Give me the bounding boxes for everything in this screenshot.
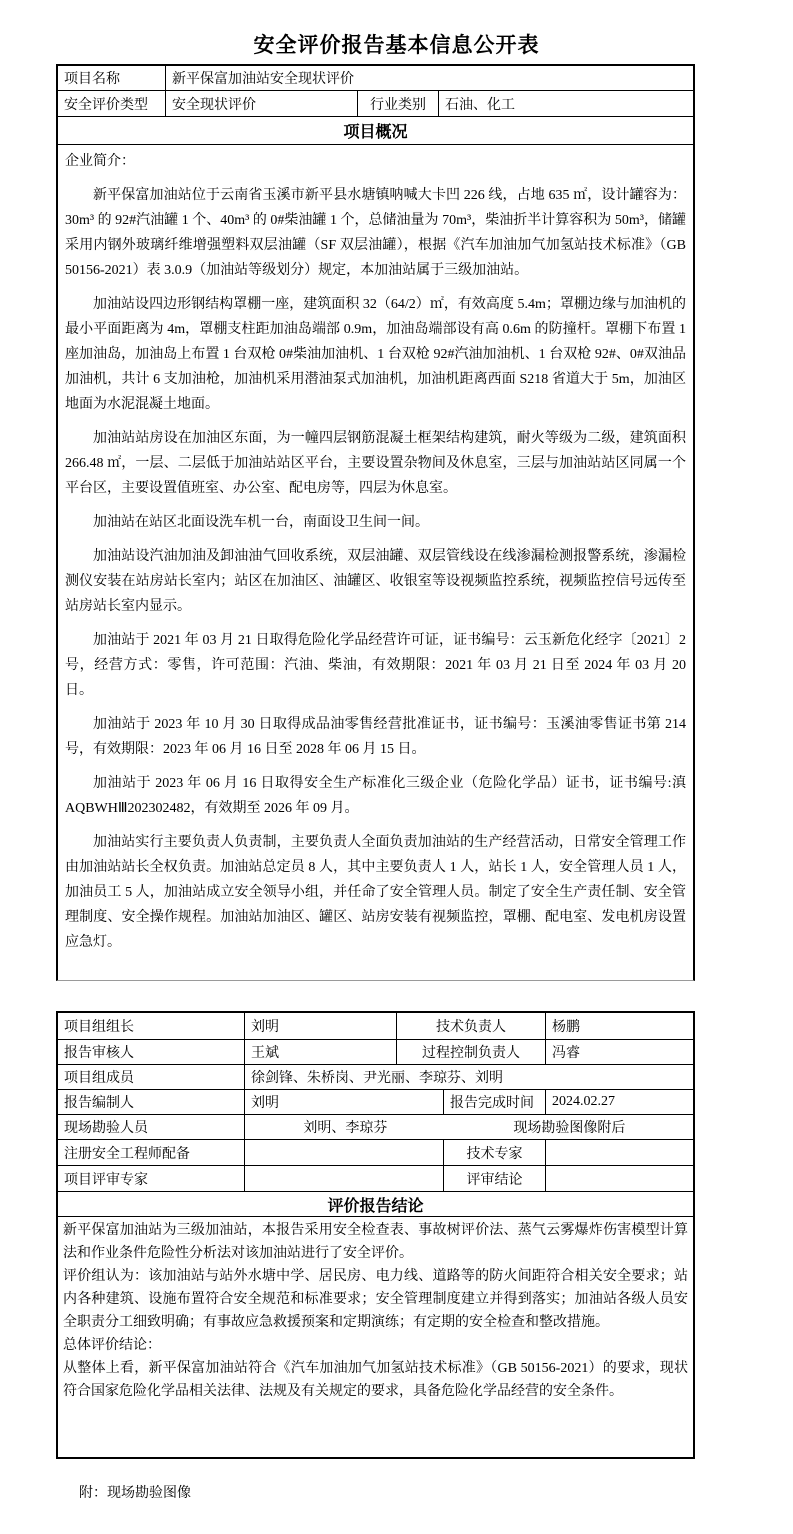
review-expert-label: 项目评审专家: [64, 1172, 148, 1188]
review-expert-value: [244, 1166, 443, 1191]
table-row: [58, 1013, 693, 1039]
tech-expert-value: [545, 1140, 693, 1165]
table-row: [58, 1139, 693, 1165]
survey-merged-cell: [244, 1115, 693, 1139]
survey-people: 刘明、李琼芬: [303, 1121, 388, 1136]
table-row: [58, 66, 693, 90]
tech-expert-label: 技术专家: [443, 1140, 545, 1165]
engineer-value: [244, 1140, 443, 1165]
engineer-label: 注册安全工程师配备: [64, 1146, 190, 1162]
overview-section-header: 项目概况: [343, 124, 408, 141]
leader-label: 项目组组长: [64, 1020, 134, 1035]
info-table: [56, 64, 695, 981]
overview-paragraph: 新平保富加油站位于云南省玉溪市新平县水塘镇呐喊大卡凹 226 线，占地 635 ㎡，设计罐容为：30m³ 的 92#汽油罐 1 个、40m³ 的 0#柴油罐 1 个，总储油量为 70m³，柴油折半计算容积为 50m³，储罐采用内钢外玻璃纤维增强塑料双层油罐（SF 双层油罐），根据《汽车加油加气加氢站技术标准》（GB 50156-2021）表 3.0.9（加油站等级划分）规定，本加油站属于三级加油站。: [65, 188, 686, 278]
project-name-value: 新平保富加油站安全现状评价: [165, 66, 693, 90]
table-row: [58, 1114, 693, 1139]
tech-lead-label: 技术负责人: [396, 1013, 545, 1039]
tech-lead-value: 杨鹏: [545, 1013, 693, 1039]
process-value: 冯睿: [545, 1040, 693, 1064]
reviewer-value: 王斌: [244, 1040, 396, 1064]
industry-value: 石油、化工: [438, 91, 693, 116]
conclusion-section-header: 评价报告结论: [327, 1197, 424, 1215]
process-label: 过程控制负责人: [396, 1040, 545, 1064]
members-value: 徐剑锋、朱桥岗、尹光丽、李琼芬、刘明: [244, 1065, 693, 1089]
table-row: [58, 1089, 693, 1114]
conclusion-paragraph: 新平保富加油站为三级加油站，本报告采用安全检查表、事故树评价法、蒸气云雾爆炸伤害模型计算法和作业条件危险性分析法对该加油站进行了安全评价。: [63, 1223, 688, 1261]
complete-time-label: 报告完成时间: [443, 1090, 545, 1114]
industry-label: 行业类别: [357, 91, 438, 116]
eval-type-label: 安全评价类型: [64, 97, 148, 113]
overview-paragraph: 加油站设四边形钢结构罩棚一座，建筑面积 32（64/2）㎡，有效高度 5.4m；罩棚边缘与加油机的最小平面距离为 4m，罩棚支柱距加油岛端部 0.9m，加油岛端部设有高 0.6m 的防撞杆。罩棚下布置 1 座加油岛，加油岛上布置 1 台双枪 0#柴油加油机、1 台双枪 92#汽油加油机、1 台双枪 92#、0#双油品加油机，共计 6 支加油枪，加油机采用潜油泵式加油机，加油机距离西面 S218 省道大于 5m，加油区地面为水泥混凝土地面。: [65, 297, 686, 412]
overview-paragraph: 加油站于 2023 年 10 月 30 日取得成品油零售经营批准证书，证书编号：玉溪油零售证书第 214 号，有效期限：2023 年 06 月 16 日至 2028 年 06 月 15 日。: [65, 717, 686, 757]
leader-value: 刘明: [244, 1013, 396, 1039]
overview-text-block: [58, 144, 693, 980]
table-row: [58, 90, 693, 116]
table-row: [58, 1165, 693, 1191]
table-row: [58, 1191, 693, 1216]
attachment-note: 附：现场勘验图像: [79, 1486, 191, 1501]
complete-time-value: 2024.02.27: [545, 1090, 693, 1114]
table-row: [58, 1039, 693, 1064]
overview-paragraph: 企业简介：: [65, 154, 135, 169]
overview-paragraph: 加油站站房设在加油区东面，为一幢四层钢筋混凝土框架结构建筑，耐火等级为二级，建筑面积 266.48 ㎡，一层、二层低于加油站站区平台，主要设置杂物间及休息室，三层与加油站站区同属一个平台区，主要设置值班室、办公室、配电房等，四层为休息室。: [65, 431, 686, 496]
project-name-label: 项目名称: [64, 72, 120, 87]
members-label: 项目组成员: [64, 1071, 134, 1086]
review-conclusion-label: 评审结论: [443, 1166, 545, 1191]
overview-paragraph: 加油站在站区北面设洗车机一台，南面设卫生间一间。: [93, 515, 429, 530]
team-table: [56, 1011, 695, 1459]
survey-note: 现场勘验图像附后: [513, 1121, 626, 1136]
reviewer-label: 报告审核人: [64, 1046, 134, 1061]
review-conclusion-value: [545, 1166, 693, 1191]
page-title: 安全评价报告基本信息公开表: [253, 33, 540, 57]
overview-paragraph: 加油站实行主要负责人负责制，主要负责人全面负责加油站的生产经营活动，日常安全管理工作由加油站站长全权负责。加油站总定员 8 人，其中主要负责人 1 人，站长 1 人，安全管理人员 1 人，加油员工 5 人，加油站成立安全领导小组，并任命了安全管理人员。制定了安全生产责任制、安全管理制度、安全操作规程。加油站加油区、罐区、站房安装有视频监控，罩棚、配电室、发电机房设置应急灯。: [65, 835, 686, 950]
conclusion-paragraph: 从整体上看，新平保富加油站符合《汽车加油加气加氢站技术标准》（GB 50156-2021）的要求，现状符合国家危险化学品相关法律、法规及有关规定的要求，具备危险化学品经营的安全条件。: [63, 1361, 688, 1399]
table-row: [58, 116, 693, 144]
eval-type-value: 安全现状评价: [165, 91, 357, 116]
author-value: 刘明: [244, 1090, 443, 1114]
overview-paragraph: 加油站于 2023 年 06 月 16 日取得安全生产标准化三级企业（危险化学品）证书，证书编号:滇AQBWHⅢ202302482，有效期至 2026 年 09 月。: [65, 776, 686, 816]
survey-label: 现场勘验人员: [64, 1121, 148, 1136]
conclusion-paragraph: 评价组认为：该加油站与站外水塘中学、居民房、电力线、道路等的防火间距符合相关安全要求；站内各种建筑、设施布置符合安全规范和标准要求；安全管理制度建立并得到落实；加油站各级人员安全职责分工细致明确；有事故应急救援预案和定期演练；有定期的安全检查和整改措施。: [63, 1269, 688, 1330]
table-row: [58, 1064, 693, 1089]
overview-paragraph: 加油站设汽油加油及卸油油气回收系统，双层油罐、双层管线设在线渗漏检测报警系统，渗漏检测仪安装在站房站长室内；站区在加油区、油罐区、收银室等设视频监控系统，视频监控信号远传至站房站长室内显示。: [65, 549, 686, 614]
author-label: 报告编制人: [64, 1096, 134, 1111]
conclusion-text-block: [58, 1216, 693, 1457]
overview-paragraph: 加油站于 2021 年 03 月 21 日取得危险化学品经营许可证，证书编号：云玉新危化经字〔2021〕2 号，经营方式：零售，许可范围：汽油、柴油，有效期限：2021 年 03 月 21 日至 2024 年 03 月 20 日。: [65, 633, 686, 698]
conclusion-paragraph: 总体评价结论：: [63, 1338, 161, 1353]
